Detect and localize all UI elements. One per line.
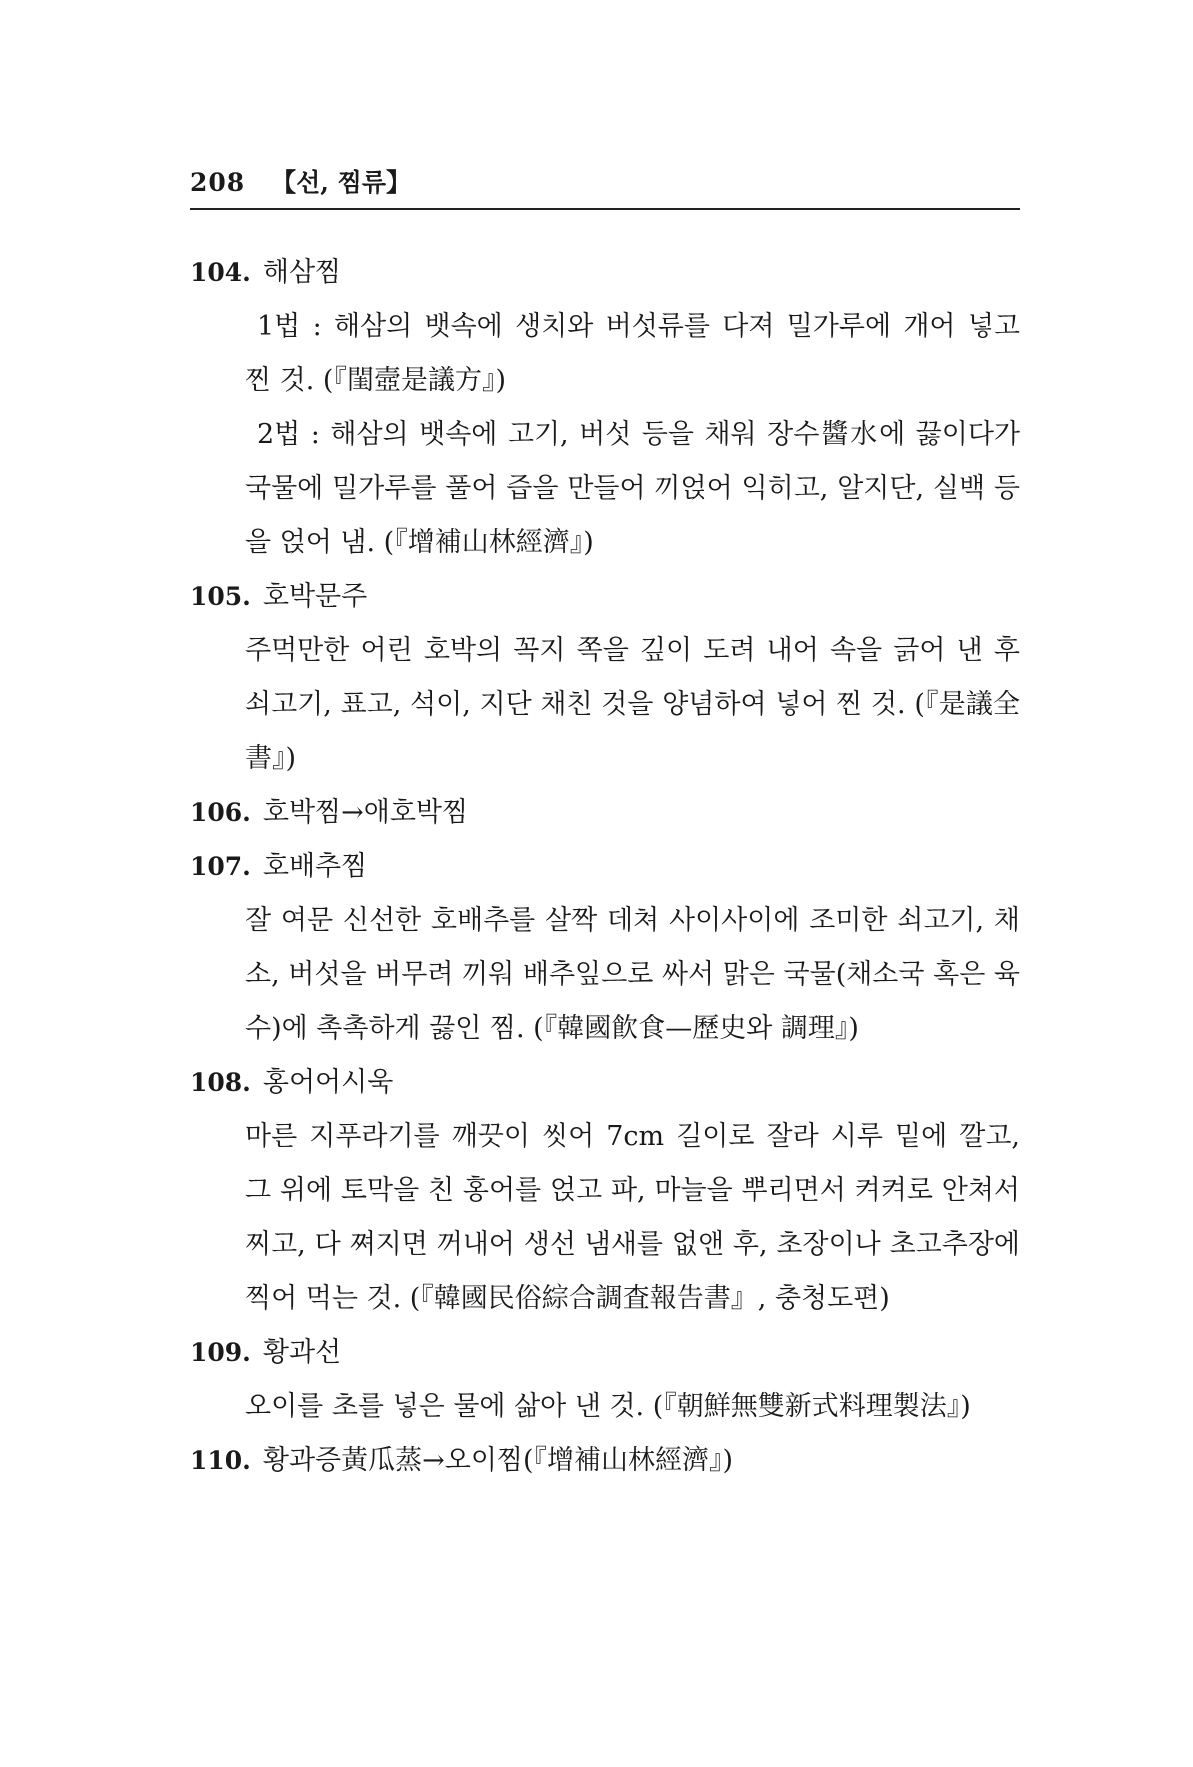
entry-104 [190, 246, 1020, 570]
entry-name: 호박문주 [262, 581, 368, 612]
entry-title [190, 570, 1020, 624]
entry-name: 황과증黃瓜蒸→오이찜(『增補山林經濟』) [262, 1445, 734, 1476]
entry-paragraph: 마른 지푸라기를 깨끗이 씻어 7cm 길이로 잘라 시루 밑에 깔고, 그 위에 토막을 친 홍어를 얹고 파, 마늘을 뿌리면서 켜켜로 안쳐서 찌고, 다 쪄지면 꺼내어 생선 냄새를 없앤 후, 초장이나 초고추장에 찍어 먹는 것. (『韓國民俗綜合調査報告書』, 충청도편) [245, 1121, 1020, 1314]
entry-title [190, 1056, 1020, 1110]
entry-name: 황과선 [262, 1337, 342, 1368]
entry-110 [190, 1434, 1020, 1488]
entry-109 [190, 1326, 1020, 1434]
entry-number: 107. [190, 852, 251, 881]
entry-105 [190, 570, 1020, 786]
entry-107 [190, 840, 1020, 1056]
entry-106 [190, 786, 1020, 840]
entry-title [190, 786, 1020, 840]
entry-paragraph: 오이를 초를 넣은 물에 삶아 낸 것. (『朝鮮無雙新式料理製法』) [245, 1391, 971, 1422]
entry-list [190, 246, 1020, 1488]
page-header [190, 168, 1020, 208]
entry-paragraph: 주먹만한 어린 호박의 꼭지 쪽을 깊이 도려 내어 속을 긁어 낸 후 쇠고기, 표고, 석이, 지단 채친 것을 양념하여 넣어 찐 것. (『是議全書』) [245, 635, 1020, 774]
entry-paragraph: 1법 : 해삼의 뱃속에 생치와 버섯류를 다져 밀가루에 개어 넣고 찐 것. (『閨壼是議方』) [245, 311, 1020, 396]
entry-paragraph: 2법 : 해삼의 뱃속에 고기, 버섯 등을 채워 장수醬水에 끓이다가 국물에 밀가루를 풀어 즙을 만들어 끼얹어 익히고, 알지단, 실백 등을 얹어 냄. (『增補山林經濟』) [245, 419, 1020, 558]
entry-title [190, 1326, 1020, 1380]
entry-number: 109. [190, 1338, 251, 1367]
entry-title [190, 840, 1020, 894]
entry-number: 108. [190, 1068, 251, 1097]
entry-number: 110. [190, 1446, 251, 1475]
entry-title [190, 246, 1020, 300]
entry-number: 105. [190, 582, 251, 611]
entry-name: 해삼찜 [262, 257, 342, 288]
header-rule [190, 208, 1020, 210]
entry-number: 104. [190, 258, 251, 287]
entry-name: 홍어어시욱 [262, 1067, 394, 1098]
entry-number: 106. [190, 798, 251, 827]
entry-108 [190, 1056, 1020, 1326]
section-title: 【선, 찜류】 [271, 168, 411, 197]
entry-title [190, 1434, 1020, 1488]
page-number: 208 [190, 168, 246, 197]
entry-name: 호배추찜 [262, 851, 368, 882]
entry-paragraph: 잘 여문 신선한 호배추를 살짝 데쳐 사이사이에 조미한 쇠고기, 채소, 버섯을 버무려 끼워 배추잎으로 싸서 맑은 국물(채소국 혹은 육수)에 촉촉하게 끓인 찜. (『韓國飮食—歷史와 調理』) [245, 905, 1020, 1044]
entry-name: 호박찜→애호박찜 [262, 797, 469, 828]
